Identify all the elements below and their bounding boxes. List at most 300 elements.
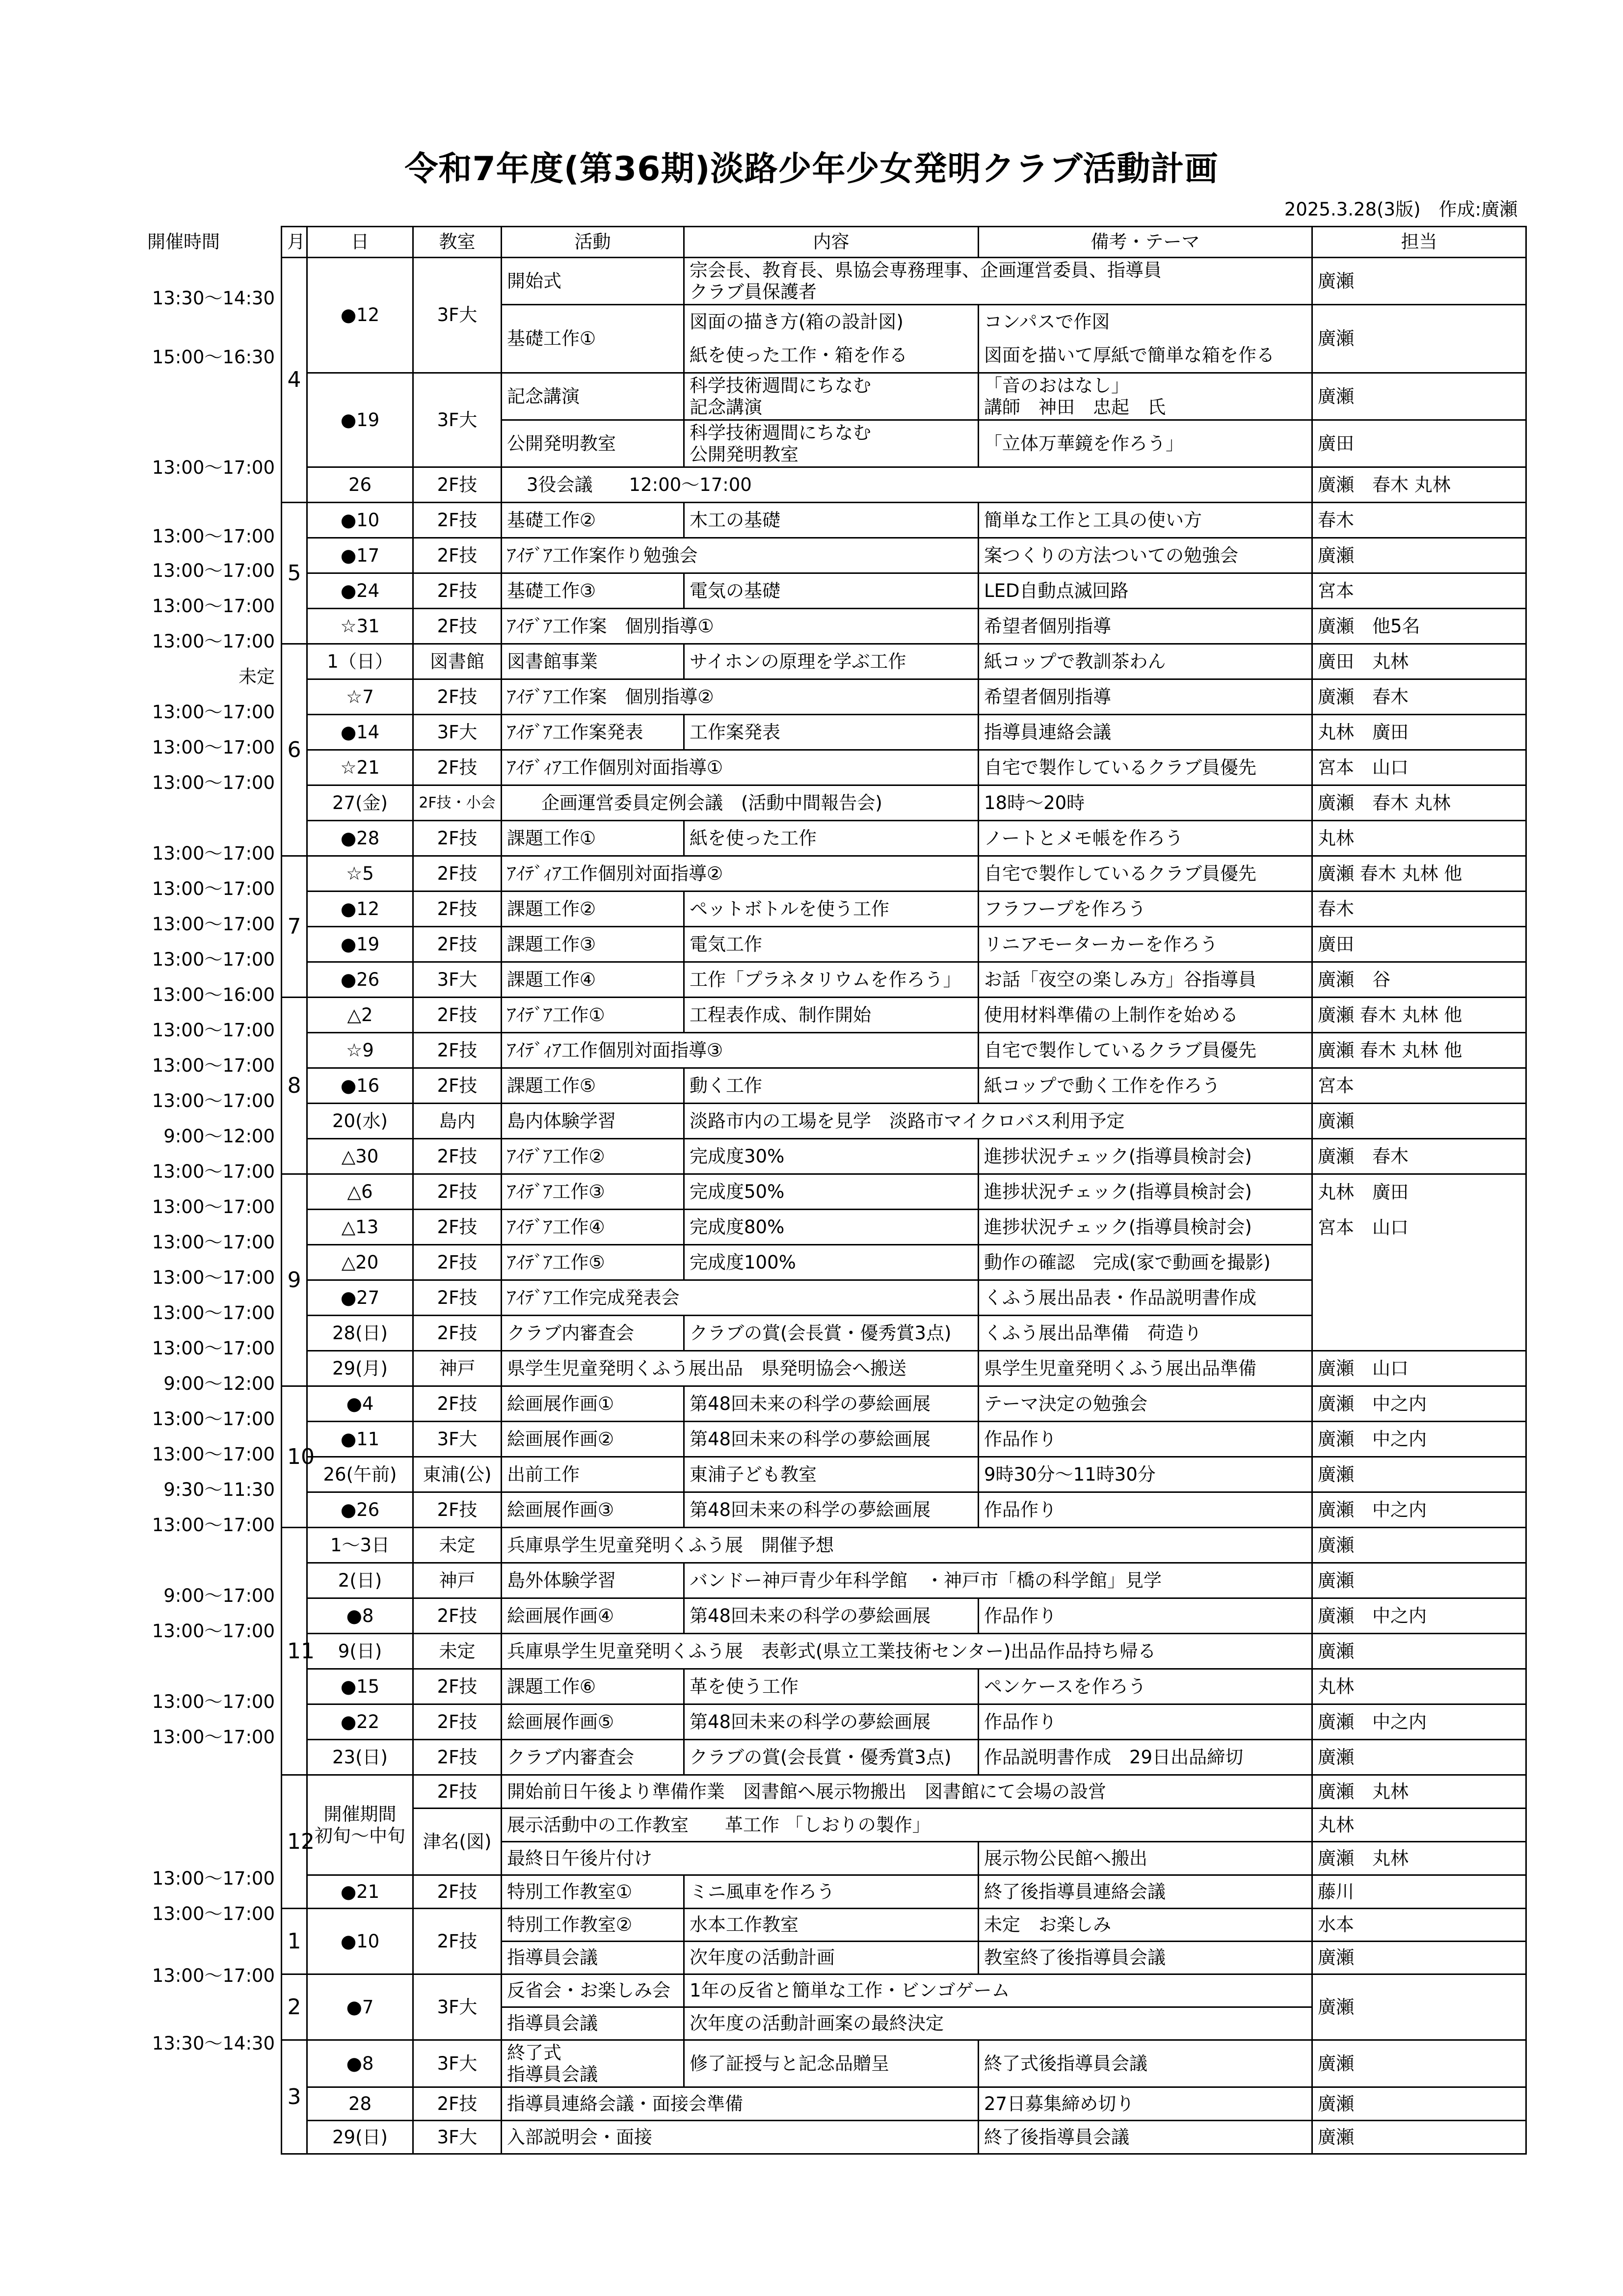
room-cell: 2F技	[413, 1316, 502, 1351]
time-label: 13:00～17:00	[152, 1338, 275, 1359]
room-cell: 2F技	[413, 1245, 502, 1280]
room-cell: 2F技	[413, 679, 502, 715]
day-cell: △20	[307, 1245, 413, 1280]
table-row	[282, 1033, 1526, 1068]
activity-cell: 指導員会議	[502, 2007, 684, 2040]
time-label: 13:00～17:00	[152, 1727, 275, 1748]
activity-cell: クラブ内審査会	[502, 1740, 684, 1775]
activity-cell: ｱｲﾃﾞｱ工作完成発表会	[502, 1280, 979, 1316]
staff-cell: 廣瀬	[1312, 1457, 1526, 1492]
content-cell: 紙を使った工作	[684, 821, 979, 856]
activity-cell: 課題工作⑥	[502, 1669, 684, 1704]
room-cell: 2F技・小会	[413, 785, 502, 821]
time-label: 13:00～17:00	[152, 1691, 275, 1712]
staff-cell: 丸林	[1312, 821, 1526, 856]
room-cell: 2F技	[413, 2087, 502, 2121]
activity-cell: 特別工作教室①	[502, 1875, 684, 1909]
table-row	[282, 785, 1526, 821]
month-cell: 11	[282, 1528, 307, 1775]
activity-cell: 企画運営委員定例会議 (活動中間報告会)	[502, 785, 979, 821]
day-cell: ●24	[307, 573, 413, 609]
note-cell: 自宅で製作しているクラブ員優先	[979, 1033, 1312, 1068]
table-row	[282, 821, 1526, 856]
note-cell: 進捗状況チェック(指導員検討会)	[979, 1139, 1312, 1174]
time-label: 9:00～17:00	[163, 1585, 275, 1606]
content-cell: 1年の反省と簡単な工作・ビンゴゲーム	[684, 1974, 1312, 2007]
staff-cell: 廣田	[1312, 927, 1526, 962]
room-cell: 東浦(公)	[413, 1457, 502, 1492]
table-row	[282, 1563, 1526, 1598]
table-row	[282, 609, 1526, 644]
content-cell: 工作「プラネタリウムを作ろう」	[684, 962, 979, 998]
time-label: 13:00～17:00	[152, 1232, 275, 1253]
activity-cell: ｱｲﾃﾞｱ工作④	[502, 1210, 684, 1245]
table-row	[282, 1104, 1526, 1139]
staff-cell: 藤川	[1312, 1875, 1526, 1909]
note-cell: 自宅で製作しているクラブ員優先	[979, 750, 1312, 785]
room-cell: 2F技	[413, 1909, 502, 1974]
header-note: 備考・テーマ	[979, 227, 1312, 258]
day-cell: ☆5	[307, 856, 413, 891]
room-cell: 2F技	[413, 503, 502, 538]
content-cell: クラブの賞(会長賞・優秀賞3点)	[684, 1316, 979, 1351]
time-column-header: 開催時間	[147, 231, 220, 252]
table-row	[282, 1068, 1526, 1104]
table-row	[282, 1809, 1526, 1842]
header-activity: 活動	[502, 227, 684, 258]
room-cell: 2F技	[413, 609, 502, 644]
day-line: 初旬～中旬	[315, 1825, 405, 1846]
staff-cell: 水本	[1312, 1909, 1526, 1942]
room-cell: 2F技	[413, 467, 502, 503]
activity-cell: 図書館事業	[502, 644, 684, 679]
table-row	[282, 1740, 1526, 1775]
room-cell: 3F大	[413, 1422, 502, 1457]
activity-cell: 課題工作③	[502, 927, 684, 962]
room-cell: 図書館	[413, 644, 502, 679]
day-cell: 23(日)	[307, 1740, 413, 1775]
staff-cell: 廣瀬 山口	[1312, 1351, 1526, 1386]
version-info: 2025.3.28(3版) 作成:廣瀬	[1284, 199, 1517, 220]
staff-cell: 廣瀬	[1312, 2040, 1526, 2087]
activity-line: 指導員会議	[507, 2063, 598, 2085]
room-cell: 3F大	[413, 373, 502, 467]
staff-cell: 廣瀬 谷	[1312, 962, 1526, 998]
note-cell: 自宅で製作しているクラブ員優先	[979, 856, 1312, 891]
time-label: 13:00～17:00	[152, 1055, 275, 1076]
room-cell: 2F技	[413, 1598, 502, 1634]
header-staff: 担当	[1312, 227, 1526, 258]
activity-cell: 最終日午後片付け	[502, 1842, 979, 1875]
activity-cell: ｱｲﾃﾞｨｱ工作個別対面指導③	[502, 1033, 979, 1068]
room-cell: 津名(図)	[413, 1809, 502, 1875]
staff-cell	[1312, 1174, 1526, 1351]
content-cell: 完成度100%	[684, 1245, 979, 1280]
room-cell: 未定	[413, 1634, 502, 1669]
note-cell: 未定 お楽しみ	[979, 1909, 1312, 1942]
room-cell: 島内	[413, 1104, 502, 1139]
activity-cell: 出前工作	[502, 1457, 684, 1492]
activity-cell: ｱｲﾃﾞｱ工作案 個別指導①	[502, 609, 979, 644]
table-row	[282, 1669, 1526, 1704]
day-cell: ●10	[307, 503, 413, 538]
time-label: 13:00～17:00	[152, 1267, 275, 1288]
day-cell: △13	[307, 1210, 413, 1245]
room-cell: 2F技	[413, 856, 502, 891]
activity-cell: 特別工作教室②	[502, 1909, 684, 1942]
content-cell: 電気の基礎	[684, 573, 979, 609]
table-row	[282, 891, 1526, 927]
note-cell: リニアモーターカーを作ろう	[979, 927, 1312, 962]
content-cell: 第48回未来の科学の夢絵画展	[684, 1492, 979, 1528]
staff-cell: 廣瀬	[1312, 258, 1526, 305]
day-cell: ●11	[307, 1422, 413, 1457]
table-row	[282, 1457, 1526, 1492]
note-cell: 紙コップで教訓茶わん	[979, 644, 1312, 679]
time-label: 未定	[239, 666, 275, 687]
table-row	[282, 1598, 1526, 1634]
time-label: 13:00～17:00	[152, 1903, 275, 1924]
activity-cell: 絵画展作画③	[502, 1492, 684, 1528]
activity-cell: ｱｲﾃﾞｱ工作案 個別指導②	[502, 679, 979, 715]
activity-cell: 課題工作①	[502, 821, 684, 856]
room-cell: 3F大	[413, 962, 502, 998]
table-row	[282, 573, 1526, 609]
activity-cell: 指導員連絡会議・面接会準備	[502, 2087, 979, 2121]
staff-cell: 廣瀬	[1312, 1528, 1526, 1563]
month-cell: 5	[282, 503, 307, 644]
content-cell: 木工の基礎	[684, 503, 979, 538]
staff-cell: 廣瀬 丸林	[1312, 1775, 1526, 1809]
note-cell: お話「夜空の楽しみ方」谷指導員	[979, 962, 1312, 998]
content-cell	[684, 373, 979, 420]
time-label: 13:00～17:00	[152, 1090, 275, 1111]
content-cell: クラブの賞(会長賞・優秀賞3点)	[684, 1740, 979, 1775]
time-label: 13:00～17:00	[152, 1868, 275, 1889]
room-cell: 2F技	[413, 998, 502, 1033]
activity-cell: 兵庫県学生児童発明くふう展 開催予想	[502, 1528, 1312, 1563]
note-cell: 進捗状況チェック(指導員検討会)	[979, 1210, 1312, 1245]
staff-cell: 廣瀬	[1312, 1104, 1526, 1139]
schedule-table	[281, 226, 1527, 2155]
table-row	[282, 503, 1526, 538]
day-cell: 1（日）	[307, 644, 413, 679]
day-cell: ●27	[307, 1280, 413, 1316]
day-cell: ●12	[307, 258, 413, 373]
day-cell: △6	[307, 1174, 413, 1210]
note-cell: くふう展出品表・作品説明書作成	[979, 1280, 1312, 1316]
table-header-row	[282, 227, 1526, 258]
day-cell: ●14	[307, 715, 413, 750]
note-line: 「音のおはなし」	[984, 375, 1129, 396]
note-cell: 簡単な工作と工具の使い方	[979, 503, 1312, 538]
activity-cell: 開始式	[502, 258, 684, 305]
room-cell: 3F大	[413, 2121, 502, 2154]
time-label: 9:00～12:00	[163, 1126, 275, 1147]
note-cell: 9時30分～11時30分	[979, 1457, 1312, 1492]
time-label: 13:30～14:30	[152, 2033, 275, 2054]
staff-cell: 丸林	[1312, 1809, 1526, 1842]
note-cell: 希望者個別指導	[979, 609, 1312, 644]
room-cell: 2F技	[413, 891, 502, 927]
content-cell: 革を使う工作	[684, 1669, 979, 1704]
staff-cell: 丸林 廣田	[1312, 715, 1526, 750]
day-cell: ●8	[307, 2040, 413, 2087]
activity-cell: クラブ内審査会	[502, 1316, 684, 1351]
staff-cell: 廣瀬 春木 丸林 他	[1312, 1033, 1526, 1068]
activity-cell: 基礎工作②	[502, 503, 684, 538]
content-cell: サイホンの原理を学ぶ工作	[684, 644, 979, 679]
staff-cell: 廣瀬 丸林	[1312, 1842, 1526, 1875]
activity-cell: ｱｲﾃﾞｨｱ工作個別対面指導①	[502, 750, 979, 785]
time-label: 13:00～17:00	[152, 1408, 275, 1430]
room-cell: 未定	[413, 1528, 502, 1563]
staff-cell: 廣瀬	[1312, 1740, 1526, 1775]
activity-cell: 展示活動中の工作教室 革工作 「しおりの製作」	[502, 1809, 1312, 1842]
time-label: 13:00～17:00	[152, 595, 275, 617]
activity-cell: 3役会議 12:00～17:00	[502, 467, 1312, 503]
staff-cell: 廣瀬 中之内	[1312, 1704, 1526, 1740]
table-row	[282, 1492, 1526, 1528]
staff-cell: 廣瀬 他5名	[1312, 609, 1526, 644]
note-cell: 紙コップで動く工作を作ろう	[979, 1068, 1312, 1104]
room-cell: 2F技	[413, 1492, 502, 1528]
staff-cell: 廣瀬 春木 丸林	[1312, 467, 1526, 503]
staff-cell: 宮本 山口	[1312, 750, 1526, 785]
activity-cell: 絵画展作画④	[502, 1598, 684, 1634]
time-label: 13:00～16:00	[152, 984, 275, 1005]
room-cell: 3F大	[413, 715, 502, 750]
time-label: 13:00～17:00	[152, 1196, 275, 1217]
table-row	[282, 258, 1526, 305]
activity-cell: 公開発明教室	[502, 420, 684, 467]
content-cell: ペットボトルを使う工作	[684, 891, 979, 927]
content-cell: 次年度の活動計画案の最終決定	[684, 2007, 1312, 2040]
room-cell: 2F技	[413, 1704, 502, 1740]
content-cell: 水本工作教室	[684, 1909, 979, 1942]
room-cell: 2F技	[413, 1280, 502, 1316]
day-cell: 9(日)	[307, 1634, 413, 1669]
staff-cell: 廣瀬 中之内	[1312, 1598, 1526, 1634]
note-cell: 終了後指導員会議	[979, 2121, 1312, 2154]
activity-cell: ｱｲﾃﾞｱ工作⑤	[502, 1245, 684, 1280]
day-cell: ●7	[307, 1974, 413, 2040]
day-cell: ●4	[307, 1386, 413, 1422]
content-cell: バンドー神戸青少年科学館 ・神戸市「橋の科学館」見学	[684, 1563, 1312, 1598]
month-cell: 3	[282, 2040, 307, 2154]
staff-cell: 廣瀬	[1312, 1974, 1526, 2040]
content-cell: 動く工作	[684, 1068, 979, 1104]
table-row	[282, 1909, 1526, 1942]
month-cell: 10	[282, 1386, 307, 1528]
staff-cell: 廣田	[1312, 420, 1526, 467]
table-row	[282, 962, 1526, 998]
day-cell: 29(月)	[307, 1351, 413, 1386]
note-cell: 27日募集締め切り	[979, 2087, 1312, 2121]
note-cell: フラフープを作ろう	[979, 891, 1312, 927]
table-row	[282, 1422, 1526, 1457]
time-label: 13:00～17:00	[152, 1161, 275, 1182]
content-cell	[684, 258, 1312, 305]
day-cell: ●16	[307, 1068, 413, 1104]
activity-cell	[502, 2040, 684, 2087]
time-label: 13:00～17:00	[152, 878, 275, 899]
room-cell: 2F技	[413, 1210, 502, 1245]
activity-cell: 絵画展作画②	[502, 1422, 684, 1457]
staff-cell: 廣瀬 春木 丸林	[1312, 785, 1526, 821]
room-cell: 2F技	[413, 1174, 502, 1210]
table-row	[282, 927, 1526, 962]
content-cell: 淡路市内の工場を見学 淡路市マイクロバス利用予定	[684, 1104, 1312, 1139]
time-label: 13:00～17:00	[152, 737, 275, 758]
day-cell: ●19	[307, 927, 413, 962]
content-cell: 第48回未来の科学の夢絵画展	[684, 1422, 979, 1457]
time-label: 13:00～17:00	[152, 1514, 275, 1536]
table-row	[282, 2121, 1526, 2154]
room-cell: 2F技	[413, 750, 502, 785]
activity-cell: ｱｲﾃﾞｨｱ工作個別対面指導②	[502, 856, 979, 891]
day-line: 開催期間	[323, 1803, 397, 1825]
activity-cell: ｱｲﾃﾞｱ工作②	[502, 1139, 684, 1174]
day-cell: ●10	[307, 1909, 413, 1974]
activity-cell: ｱｲﾃﾞｱ工作案発表	[502, 715, 684, 750]
day-cell: ☆21	[307, 750, 413, 785]
time-label: 13:00～17:00	[152, 914, 275, 935]
content-cell: 次年度の活動計画	[684, 1942, 979, 1974]
page-title: 令和7年度(第36期)淡路少年少女発明クラブ活動計画	[404, 150, 1219, 189]
content-cell	[684, 420, 979, 467]
time-label: 13:00～17:00	[152, 631, 275, 652]
content-line: 図面の描き方(箱の設計図)	[690, 311, 904, 332]
staff-cell: 廣瀬	[1312, 2121, 1526, 2154]
room-cell: 3F大	[413, 258, 502, 373]
table-row	[282, 1139, 1526, 1174]
time-label: 13:00～17:00	[152, 949, 275, 970]
time-label: 9:00～12:00	[163, 1373, 275, 1394]
table-row	[282, 1775, 1526, 1809]
staff-cell: 廣瀬	[1312, 538, 1526, 573]
day-cell: ☆7	[307, 679, 413, 715]
note-cell: 希望者個別指導	[979, 679, 1312, 715]
content-cell: 修了証授与と記念品贈呈	[684, 2040, 979, 2087]
staff-cell: 春木	[1312, 891, 1526, 927]
staff-cell: 廣瀬 中之内	[1312, 1492, 1526, 1528]
room-cell: 2F技	[413, 573, 502, 609]
day-cell: ●26	[307, 962, 413, 998]
header-content: 内容	[684, 227, 979, 258]
day-cell: 27(金)	[307, 785, 413, 821]
note-cell: 作品作り	[979, 1492, 1312, 1528]
note-cell: ペンケースを作ろう	[979, 1669, 1312, 1704]
note-cell: 展示物公民館へ搬出	[979, 1842, 1312, 1875]
note-cell: ノートとメモ帳を作ろう	[979, 821, 1312, 856]
content-cell: 完成度30%	[684, 1139, 979, 1174]
day-cell: ●21	[307, 1875, 413, 1909]
day-cell: ●8	[307, 1598, 413, 1634]
note-cell: くふう展出品準備 荷造り	[979, 1316, 1312, 1351]
activity-cell: ｱｲﾃﾞｱ工作案作り勉強会	[502, 538, 979, 573]
staff-cell: 廣瀬 春木	[1312, 1139, 1526, 1174]
table-row	[282, 1974, 1526, 2007]
room-cell: 3F大	[413, 1974, 502, 2040]
content-line: 宗会長、教育長、県協会専務理事、企画運営委員、指導員	[690, 259, 1162, 281]
content-line: 公開発明教室	[690, 443, 798, 465]
staff-cell: 廣瀬 春木 丸林 他	[1312, 998, 1526, 1033]
room-cell: 2F技	[413, 1740, 502, 1775]
header-room: 教室	[413, 227, 502, 258]
activity-cell: 指導員会議	[502, 1942, 684, 1974]
time-label: 13:30～14:30	[152, 288, 275, 309]
day-cell: △2	[307, 998, 413, 1033]
staff-cell: 廣瀬	[1312, 2087, 1526, 2121]
table-row	[282, 1351, 1526, 1386]
note-cell: 県学生児童発明くふう展出品準備	[979, 1351, 1312, 1386]
activity-cell: ｱｲﾃﾞｱ工作①	[502, 998, 684, 1033]
note-line: コンパスで作図	[984, 311, 1110, 332]
note-line: 図面を描いて厚紙で簡単な箱を作る	[984, 345, 1275, 366]
table-row	[282, 467, 1526, 503]
day-cell: △30	[307, 1139, 413, 1174]
content-line: クラブ員保護者	[690, 281, 817, 302]
note-cell: 作品作り	[979, 1422, 1312, 1457]
time-label: 9:30～11:30	[163, 1479, 275, 1500]
note-cell: 案つくりの方法ついての勉強会	[979, 538, 1312, 573]
activity-cell: 島外体験学習	[502, 1563, 684, 1598]
note-cell: テーマ決定の勉強会	[979, 1386, 1312, 1422]
staff-cell: 廣瀬 中之内	[1312, 1422, 1526, 1457]
day-cell: ☆9	[307, 1033, 413, 1068]
table-row	[282, 715, 1526, 750]
time-label: 15:00～16:30	[152, 347, 275, 368]
staff-cell: 廣瀬	[1312, 1563, 1526, 1598]
day-cell: 28(日)	[307, 1316, 413, 1351]
note-cell: LED自動点滅回路	[979, 573, 1312, 609]
content-cell: 完成度50%	[684, 1174, 979, 1210]
activity-cell: 絵画展作画⑤	[502, 1704, 684, 1740]
note-cell: 作品作り	[979, 1598, 1312, 1634]
month-cell: 4	[282, 258, 307, 503]
staff-cell: 廣瀬	[1312, 1942, 1526, 1974]
content-cell: 完成度80%	[684, 1210, 979, 1245]
month-cell: 7	[282, 856, 307, 998]
content-cell: ミニ風車を作ろう	[684, 1875, 979, 1909]
content-line: 紙を使った工作・箱を作る	[690, 345, 907, 366]
staff-cell: 廣田 丸林	[1312, 644, 1526, 679]
table-row	[282, 1875, 1526, 1909]
activity-cell: 課題工作②	[502, 891, 684, 927]
table-row	[282, 1386, 1526, 1422]
content-line: 科学技術週間にちなむ	[690, 375, 871, 396]
note-cell	[979, 305, 1312, 373]
header-day: 日	[307, 227, 413, 258]
room-cell: 2F技	[413, 1775, 502, 1809]
room-cell: 2F技	[413, 821, 502, 856]
month-cell: 1	[282, 1909, 307, 1974]
content-cell: 第48回未来の科学の夢絵画展	[684, 1386, 979, 1422]
activity-cell: 課題工作⑤	[502, 1068, 684, 1104]
time-label: 13:00～17:00	[152, 526, 275, 547]
activity-cell: 基礎工作③	[502, 573, 684, 609]
day-cell: ●15	[307, 1669, 413, 1704]
note-cell: 進捗状況チェック(指導員検討会)	[979, 1174, 1312, 1210]
staff-line: 丸林 廣田	[1318, 1182, 1409, 1203]
staff-cell: 廣瀬 中之内	[1312, 1386, 1526, 1422]
staff-cell: 宮本	[1312, 1068, 1526, 1104]
activity-cell: 課題工作④	[502, 962, 684, 998]
day-cell: 1～3日	[307, 1528, 413, 1563]
room-cell: 2F技	[413, 1033, 502, 1068]
month-cell: 6	[282, 644, 307, 856]
